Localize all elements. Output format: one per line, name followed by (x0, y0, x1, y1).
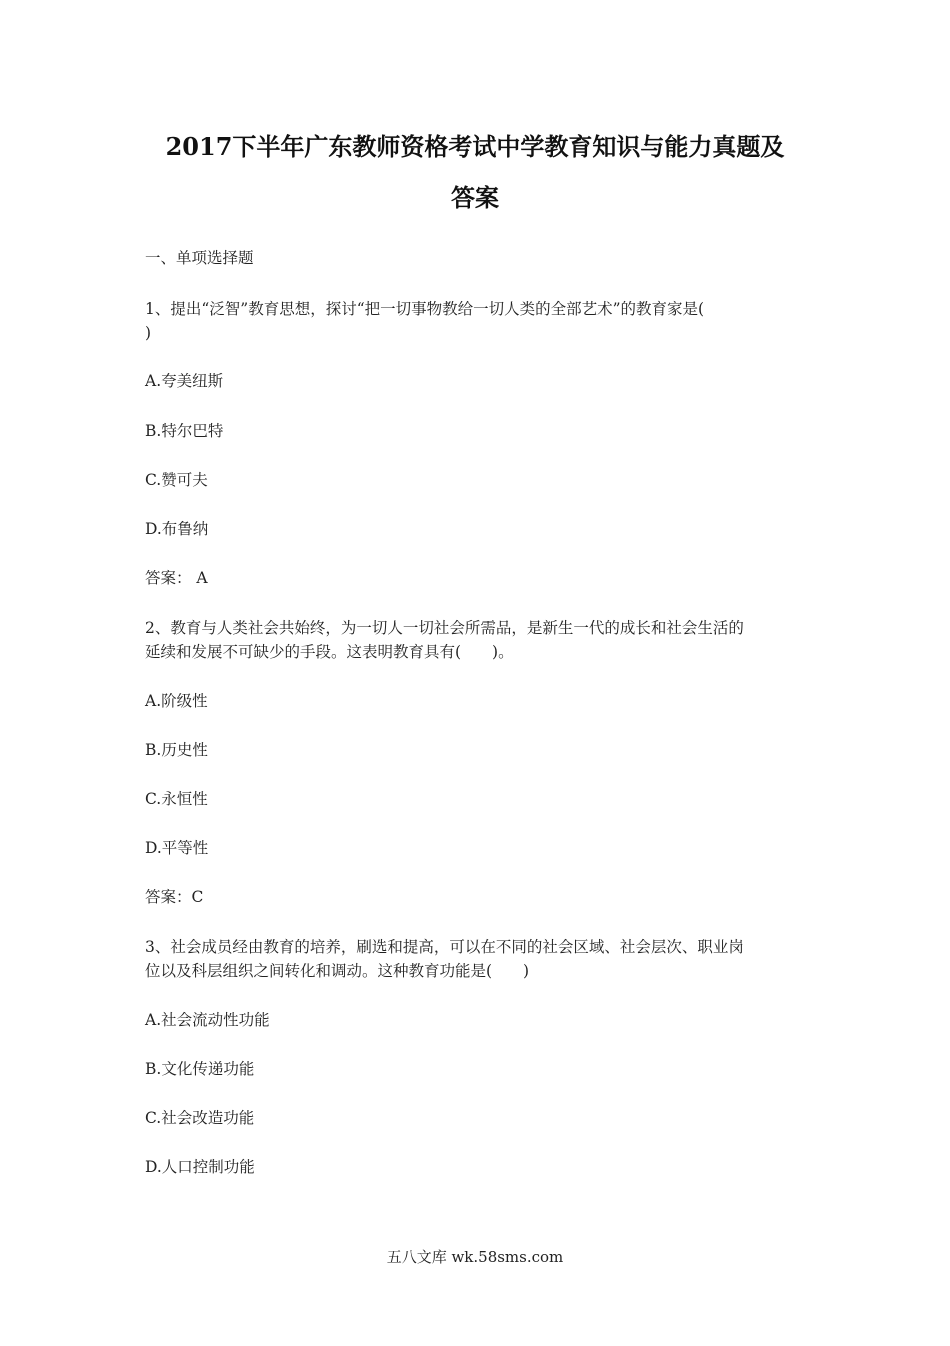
document-title-line-1: 2017下半年广东教师资格考试中学教育知识与能力真题及 (165, 132, 785, 161)
question-1-option-c: C.赞可夫 (145, 471, 208, 489)
question-3-option-b: B.文化传递功能 (145, 1060, 255, 1078)
question-1-stem-line-1: 1、提出“泛智”教育思想，探讨“把一切事物教给一切人类的全部艺术”的教育家是( (145, 300, 705, 318)
question-1-option-a: A.夸美纽斯 (145, 372, 224, 390)
question-1-option-b: B.特尔巴特 (145, 422, 224, 440)
document-title-line-2: 答案 (451, 183, 499, 212)
page-footer-source: 五八文库 wk.58sms.com (386, 1248, 564, 1266)
question-2-answer: 答案：C (145, 888, 204, 906)
question-2-option-a: A.阶级性 (145, 692, 208, 710)
question-3-option-a: A.社会流动性功能 (145, 1011, 270, 1029)
question-1-stem-line-2: ) (145, 324, 152, 342)
question-2-option-b: B.历史性 (145, 741, 208, 759)
question-3-option-c: C.社会改造功能 (145, 1109, 255, 1127)
question-3-stem-line-2: 位以及科层组织之间转化和调动。这种教育功能是( ) (145, 962, 530, 980)
question-2-option-d: D.平等性 (145, 839, 209, 857)
question-2-stem-line-1: 2、教育与人类社会共始终，为一切人一切社会所需品，是新生一代的成长和社会生活的 (145, 619, 744, 637)
section-heading: 一、单项选择题 (145, 249, 254, 267)
question-2-stem-line-2: 延续和发展不可缺少的手段。这表明教育具有( )。 (145, 643, 514, 661)
question-1-answer: 答案： A (145, 569, 208, 587)
question-1-option-d: D.布鲁纳 (145, 520, 209, 538)
question-3-option-d: D.人口控制功能 (145, 1158, 255, 1176)
question-2-option-c: C.永恒性 (145, 790, 208, 808)
question-3-stem-line-1: 3、社会成员经由教育的培养，刷选和提高，可以在不同的社会区域、社会层次、职业岗 (145, 938, 744, 956)
